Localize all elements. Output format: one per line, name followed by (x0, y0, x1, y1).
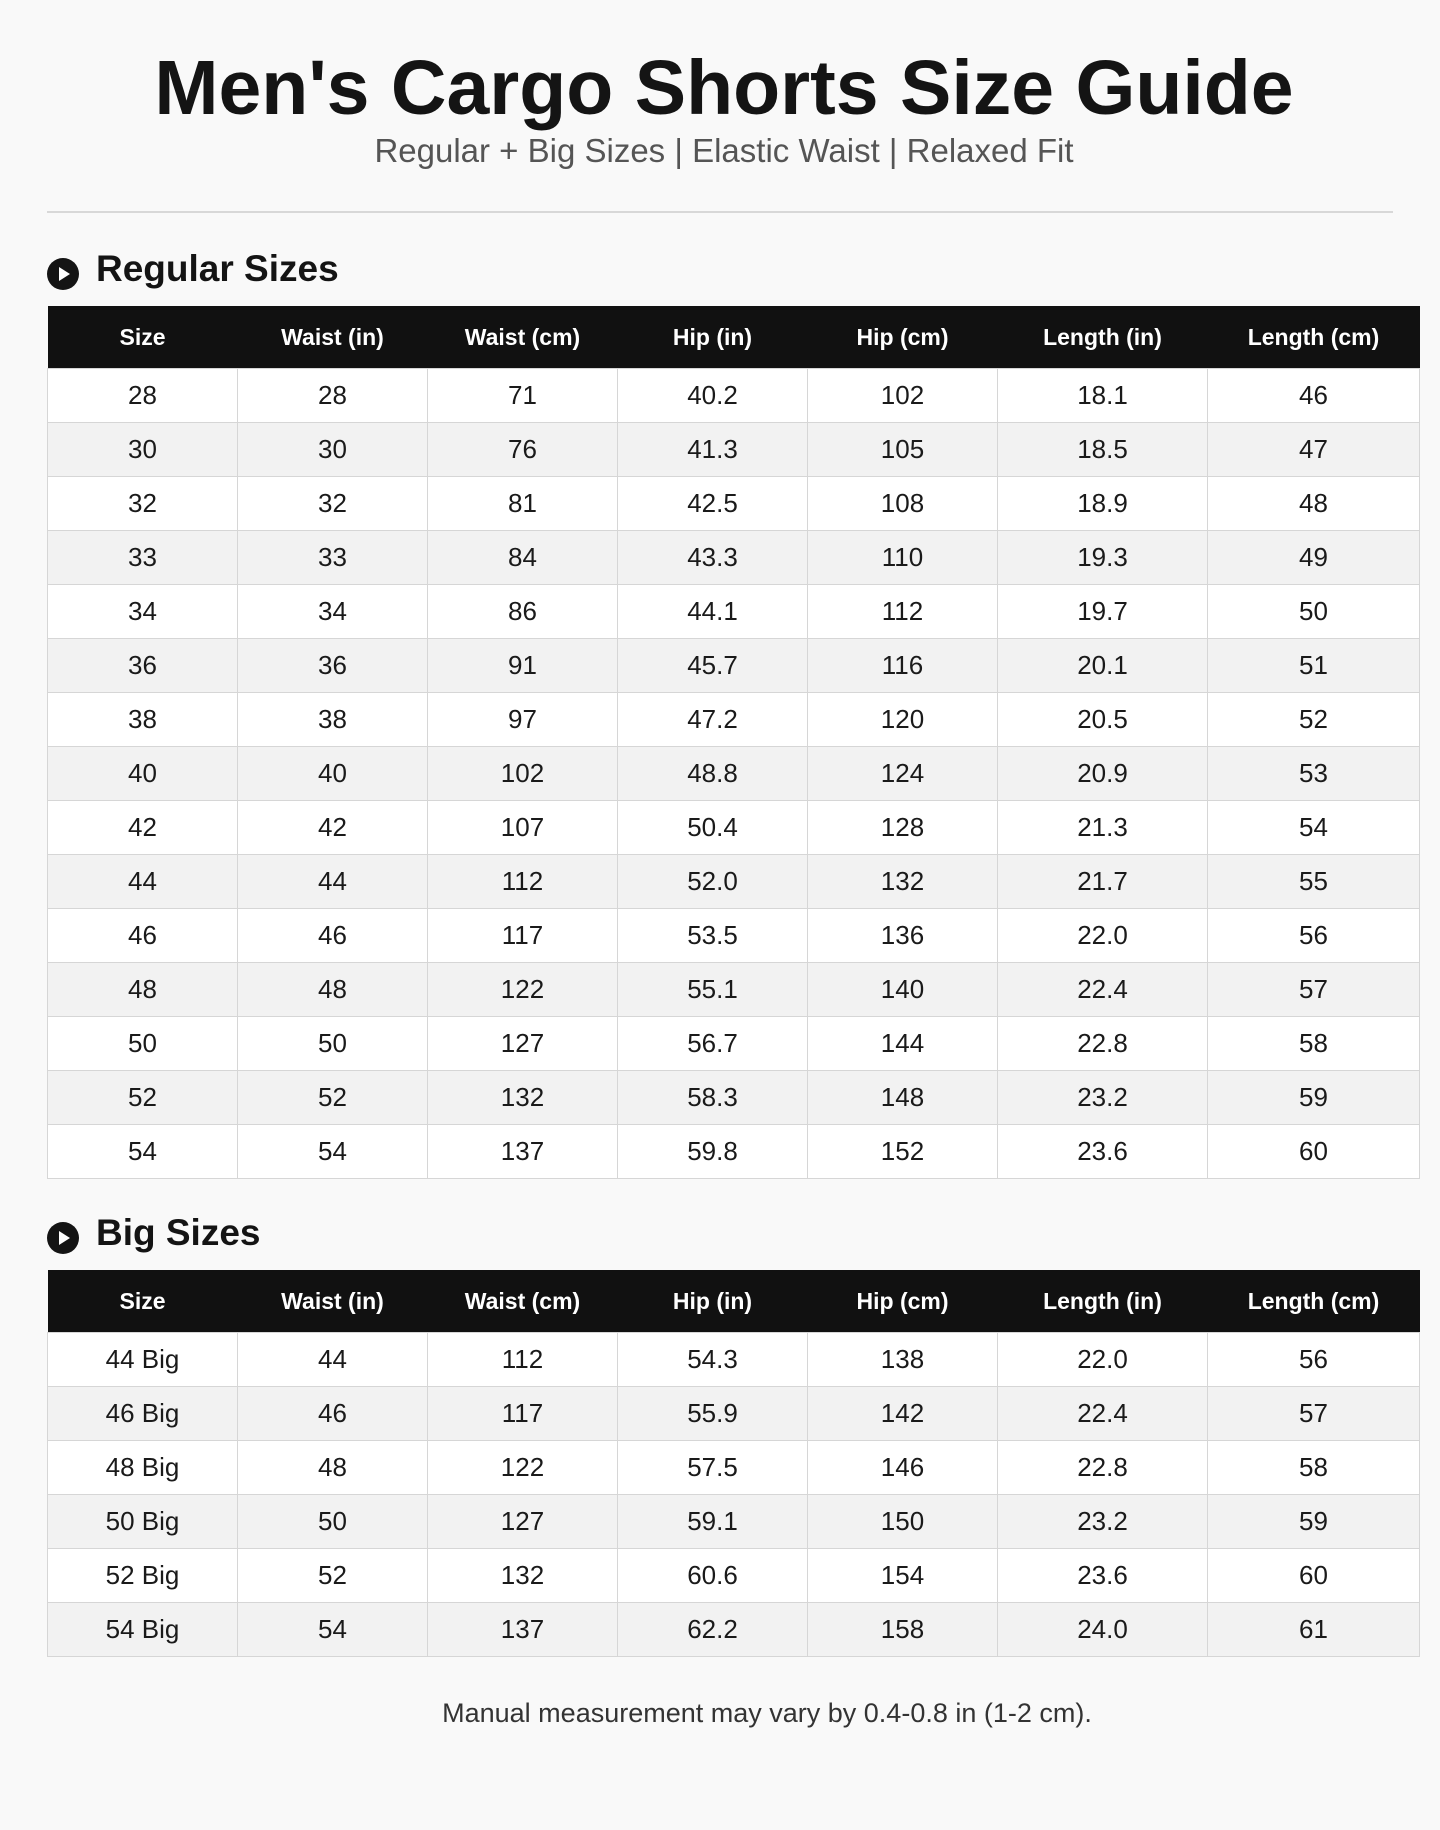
cell-length-cm: 54 (1208, 801, 1420, 855)
regular-sizes-table (47, 306, 1420, 1179)
cell-waist-cm: 112 (428, 855, 618, 909)
cell-hip-in: 40.2 (618, 369, 808, 423)
page-subtitle: Regular + Big Sizes | Elastic Waist | Relaxed Fit (374, 132, 1074, 169)
cell-length-cm: 59 (1208, 1071, 1420, 1125)
cell-length-in: 19.7 (998, 585, 1208, 639)
cell-hip-in: 52.0 (618, 855, 808, 909)
table-row (48, 1387, 1420, 1441)
cell-size: 44 Big (48, 1333, 238, 1387)
cell-hip-cm: 124 (808, 747, 998, 801)
cell-size: 44 (48, 855, 238, 909)
table-header-row (48, 306, 1420, 369)
cell-size: 34 (48, 585, 238, 639)
cell-length-in: 22.8 (998, 1441, 1208, 1495)
cell-length-cm: 48 (1208, 477, 1420, 531)
cell-size: 52 (48, 1071, 238, 1125)
column-header-length-cm: Length (cm) (1208, 1270, 1420, 1333)
table-row (48, 1603, 1420, 1657)
big-sizes-body (48, 1333, 1420, 1657)
cell-length-cm: 51 (1208, 639, 1420, 693)
cell-hip-cm: 148 (808, 1071, 998, 1125)
table-row (48, 423, 1420, 477)
cell-length-cm: 61 (1208, 1603, 1420, 1657)
regular-sizes-header (47, 244, 1419, 298)
table-row (48, 747, 1420, 801)
cell-hip-in: 55.1 (618, 963, 808, 1017)
cell-hip-cm: 154 (808, 1549, 998, 1603)
cell-waist-in: 38 (238, 693, 428, 747)
cell-hip-in: 48.8 (618, 747, 808, 801)
cell-waist-cm: 117 (428, 909, 618, 963)
cell-waist-cm: 122 (428, 1441, 618, 1495)
cell-waist-cm: 127 (428, 1495, 618, 1549)
cell-length-cm: 58 (1208, 1017, 1420, 1071)
cell-size: 38 (48, 693, 238, 747)
cell-waist-in: 28 (238, 369, 428, 423)
cell-hip-in: 42.5 (618, 477, 808, 531)
cell-hip-cm: 146 (808, 1441, 998, 1495)
play-circle-icon (47, 1222, 79, 1254)
page-title: Men's Cargo Shorts Size Guide (154, 45, 1294, 131)
table-row (48, 909, 1420, 963)
cell-length-in: 24.0 (998, 1603, 1208, 1657)
cell-length-in: 23.2 (998, 1495, 1208, 1549)
cell-length-cm: 52 (1208, 693, 1420, 747)
cell-size: 33 (48, 531, 238, 585)
cell-waist-cm: 107 (428, 801, 618, 855)
cell-length-cm: 47 (1208, 423, 1420, 477)
cell-length-cm: 59 (1208, 1495, 1420, 1549)
cell-length-in: 18.9 (998, 477, 1208, 531)
cell-hip-cm: 152 (808, 1125, 998, 1179)
table-row (48, 693, 1420, 747)
column-header-hip-in: Hip (in) (618, 1270, 808, 1333)
table-header-row (48, 1270, 1420, 1333)
cell-waist-in: 42 (238, 801, 428, 855)
column-header-waist-in: Waist (in) (238, 306, 428, 369)
cell-waist-in: 32 (238, 477, 428, 531)
cell-waist-in: 48 (238, 963, 428, 1017)
cell-hip-in: 53.5 (618, 909, 808, 963)
column-header-size: Size (48, 306, 238, 369)
cell-size: 50 (48, 1017, 238, 1071)
cell-waist-cm: 137 (428, 1603, 618, 1657)
big-sizes-section (47, 1208, 1419, 1657)
cell-hip-cm: 112 (808, 585, 998, 639)
table-row (48, 855, 1420, 909)
cell-waist-in: 46 (238, 909, 428, 963)
cell-hip-cm: 120 (808, 693, 998, 747)
column-header-hip-cm: Hip (cm) (808, 1270, 998, 1333)
cell-hip-cm: 158 (808, 1603, 998, 1657)
cell-hip-in: 60.6 (618, 1549, 808, 1603)
cell-waist-cm: 127 (428, 1017, 618, 1071)
table-row (48, 531, 1420, 585)
cell-hip-cm: 144 (808, 1017, 998, 1071)
column-header-waist-cm: Waist (cm) (428, 1270, 618, 1333)
cell-length-in: 22.0 (998, 909, 1208, 963)
cell-waist-cm: 91 (428, 639, 618, 693)
column-header-size: Size (48, 1270, 238, 1333)
cell-waist-cm: 132 (428, 1071, 618, 1125)
column-header-length-in: Length (in) (998, 306, 1208, 369)
cell-waist-in: 30 (238, 423, 428, 477)
cell-length-in: 23.2 (998, 1071, 1208, 1125)
cell-size: 28 (48, 369, 238, 423)
cell-length-in: 21.3 (998, 801, 1208, 855)
cell-waist-in: 33 (238, 531, 428, 585)
play-circle-icon (47, 258, 79, 290)
regular-sizes-section (47, 244, 1419, 1179)
table-row (48, 1125, 1420, 1179)
cell-hip-cm: 142 (808, 1387, 998, 1441)
table-row (48, 1549, 1420, 1603)
cell-waist-cm: 112 (428, 1333, 618, 1387)
cell-hip-cm: 136 (808, 909, 998, 963)
cell-waist-cm: 102 (428, 747, 618, 801)
cell-length-cm: 53 (1208, 747, 1420, 801)
table-row (48, 1333, 1420, 1387)
cell-waist-cm: 97 (428, 693, 618, 747)
cell-hip-in: 58.3 (618, 1071, 808, 1125)
cell-size: 30 (48, 423, 238, 477)
cell-waist-in: 34 (238, 585, 428, 639)
cell-hip-in: 56.7 (618, 1017, 808, 1071)
cell-hip-cm: 105 (808, 423, 998, 477)
cell-hip-in: 59.8 (618, 1125, 808, 1179)
cell-hip-cm: 138 (808, 1333, 998, 1387)
cell-size: 50 Big (48, 1495, 238, 1549)
cell-size: 46 (48, 909, 238, 963)
table-row (48, 477, 1420, 531)
table-row (48, 801, 1420, 855)
cell-hip-in: 44.1 (618, 585, 808, 639)
cell-waist-in: 40 (238, 747, 428, 801)
cell-length-cm: 60 (1208, 1549, 1420, 1603)
cell-hip-in: 55.9 (618, 1387, 808, 1441)
cell-hip-cm: 116 (808, 639, 998, 693)
cell-length-cm: 49 (1208, 531, 1420, 585)
cell-length-in: 22.8 (998, 1017, 1208, 1071)
column-header-waist-cm: Waist (cm) (428, 306, 618, 369)
cell-waist-cm: 76 (428, 423, 618, 477)
cell-size: 36 (48, 639, 238, 693)
big-sizes-title: Big Sizes (96, 1212, 261, 1253)
cell-length-in: 18.5 (998, 423, 1208, 477)
cell-length-cm: 46 (1208, 369, 1420, 423)
cell-length-cm: 57 (1208, 1387, 1420, 1441)
cell-length-in: 21.7 (998, 855, 1208, 909)
cell-size: 40 (48, 747, 238, 801)
table-row (48, 639, 1420, 693)
column-header-length-cm: Length (cm) (1208, 306, 1420, 369)
cell-waist-cm: 117 (428, 1387, 618, 1441)
table-row (48, 1495, 1420, 1549)
cell-length-cm: 55 (1208, 855, 1420, 909)
cell-size: 32 (48, 477, 238, 531)
cell-size: 46 Big (48, 1387, 238, 1441)
cell-hip-in: 54.3 (618, 1333, 808, 1387)
cell-length-cm: 56 (1208, 1333, 1420, 1387)
cell-waist-in: 44 (238, 855, 428, 909)
cell-waist-in: 36 (238, 639, 428, 693)
cell-length-in: 23.6 (998, 1125, 1208, 1179)
cell-waist-in: 54 (238, 1125, 428, 1179)
cell-waist-cm: 137 (428, 1125, 618, 1179)
cell-length-cm: 50 (1208, 585, 1420, 639)
cell-waist-cm: 122 (428, 963, 618, 1017)
cell-waist-in: 44 (238, 1333, 428, 1387)
cell-size: 52 Big (48, 1549, 238, 1603)
cell-length-in: 20.9 (998, 747, 1208, 801)
big-sizes-header (47, 1208, 1419, 1262)
cell-length-in: 23.6 (998, 1549, 1208, 1603)
cell-length-cm: 56 (1208, 909, 1420, 963)
cell-waist-cm: 71 (428, 369, 618, 423)
cell-size: 48 (48, 963, 238, 1017)
cell-waist-in: 52 (238, 1549, 428, 1603)
table-row (48, 369, 1420, 423)
cell-waist-in: 54 (238, 1603, 428, 1657)
cell-length-cm: 57 (1208, 963, 1420, 1017)
cell-waist-cm: 132 (428, 1549, 618, 1603)
cell-hip-cm: 110 (808, 531, 998, 585)
cell-waist-cm: 86 (428, 585, 618, 639)
cell-hip-in: 62.2 (618, 1603, 808, 1657)
cell-length-in: 19.3 (998, 531, 1208, 585)
cell-hip-in: 59.1 (618, 1495, 808, 1549)
cell-hip-in: 47.2 (618, 693, 808, 747)
cell-waist-in: 50 (238, 1495, 428, 1549)
divider (47, 211, 1393, 213)
table-row (48, 1071, 1420, 1125)
table-row (48, 1017, 1420, 1071)
cell-waist-in: 50 (238, 1017, 428, 1071)
measurement-note: Manual measurement may vary by 0.4-0.8 in (1-2 cm). (442, 1698, 1092, 1728)
column-header-hip-in: Hip (in) (618, 306, 808, 369)
cell-waist-cm: 84 (428, 531, 618, 585)
cell-length-cm: 60 (1208, 1125, 1420, 1179)
column-header-length-in: Length (in) (998, 1270, 1208, 1333)
regular-sizes-body (48, 369, 1420, 1179)
cell-size: 42 (48, 801, 238, 855)
cell-hip-cm: 140 (808, 963, 998, 1017)
table-row (48, 963, 1420, 1017)
cell-hip-cm: 132 (808, 855, 998, 909)
table-row (48, 585, 1420, 639)
cell-hip-in: 50.4 (618, 801, 808, 855)
cell-length-cm: 58 (1208, 1441, 1420, 1495)
regular-sizes-title: Regular Sizes (96, 248, 339, 289)
cell-hip-in: 43.3 (618, 531, 808, 585)
cell-waist-in: 48 (238, 1441, 428, 1495)
cell-hip-cm: 128 (808, 801, 998, 855)
cell-length-in: 22.4 (998, 963, 1208, 1017)
cell-hip-cm: 150 (808, 1495, 998, 1549)
cell-size: 54 (48, 1125, 238, 1179)
cell-size: 48 Big (48, 1441, 238, 1495)
cell-hip-in: 57.5 (618, 1441, 808, 1495)
cell-hip-cm: 108 (808, 477, 998, 531)
column-header-hip-cm: Hip (cm) (808, 306, 998, 369)
cell-length-in: 22.4 (998, 1387, 1208, 1441)
cell-hip-in: 41.3 (618, 423, 808, 477)
cell-length-in: 20.5 (998, 693, 1208, 747)
table-row (48, 1441, 1420, 1495)
column-header-waist-in: Waist (in) (238, 1270, 428, 1333)
cell-hip-cm: 102 (808, 369, 998, 423)
cell-waist-in: 52 (238, 1071, 428, 1125)
cell-hip-in: 45.7 (618, 639, 808, 693)
cell-length-in: 22.0 (998, 1333, 1208, 1387)
cell-size: 54 Big (48, 1603, 238, 1657)
cell-waist-in: 46 (238, 1387, 428, 1441)
cell-waist-cm: 81 (428, 477, 618, 531)
cell-length-in: 20.1 (998, 639, 1208, 693)
big-sizes-table (47, 1270, 1420, 1657)
cell-length-in: 18.1 (998, 369, 1208, 423)
